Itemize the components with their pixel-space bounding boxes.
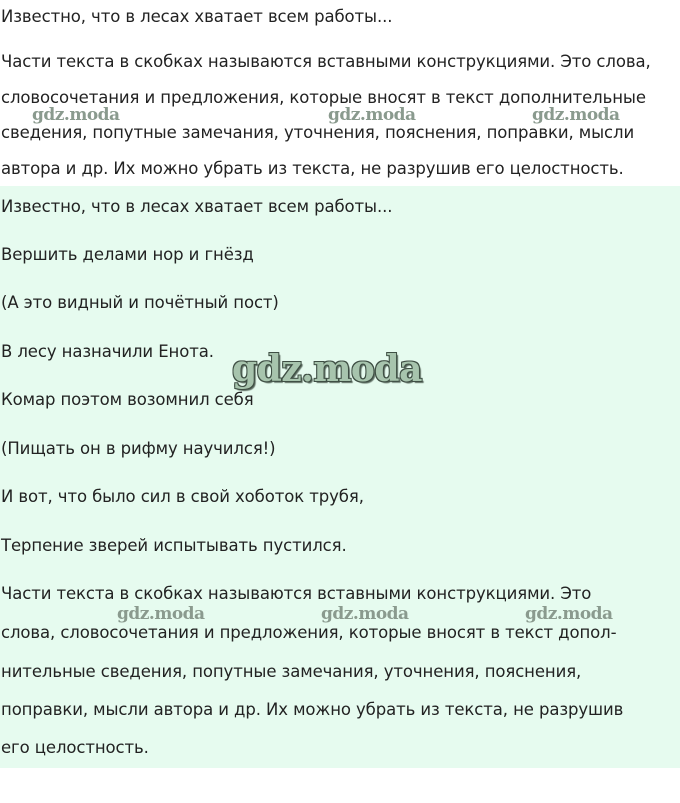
text-line: Терпение зверей испытывать пустился. (1, 536, 347, 555)
watermark: gdz.moda (532, 105, 620, 125)
text-line: поправки, мысли автора и др. Их можно убрать из текста, не разрушив (1, 700, 624, 719)
text-line: автора и др. Их можно убрать из текста, не разрушив его целостность. (1, 159, 624, 178)
watermark: gdz.moda (232, 348, 422, 390)
watermark: gdz.moda (32, 105, 120, 125)
text-line: Части текста в скобках называются вставными конструкциями. Это слова, (1, 52, 651, 71)
text-line: слова, словосочетания и предложения, которые вносят в текст допол- (1, 623, 617, 642)
watermark: gdz.moda (328, 105, 416, 125)
watermark: gdz.moda (525, 604, 613, 624)
text-line: нительные сведения, попутные замечания, уточнения, пояснения, (1, 662, 582, 681)
text-line: сведения, попутные замечания, уточнения, пояснения, поправки, мысли (1, 123, 635, 142)
text-line: Части текста в скобках называются вставными конструкциями. Это (1, 584, 592, 603)
text-line: Известно, что в лесах хватает всем работы... (1, 197, 393, 216)
watermark: gdz.moda (117, 604, 205, 624)
text-line: Вершить делами нор и гнёзд (1, 245, 254, 264)
text-line: В лесу назначили Енота. (1, 342, 214, 361)
text-line: (Пищать он в рифму научился!) (1, 439, 276, 458)
watermark: gdz.moda (321, 604, 409, 624)
text-line: словосочетания и предложения, которые вносят в текст дополнительные (1, 88, 646, 107)
text-line: (А это видный и почётный пост) (1, 293, 279, 312)
text-line: Известно, что в лесах хватает всем работы... (1, 7, 393, 26)
text-line: его целостность. (1, 738, 149, 757)
text-line: Комар поэтом возомнил себя (1, 390, 254, 409)
text-line: И вот, что было сил в свой хоботок трубя, (1, 487, 364, 506)
